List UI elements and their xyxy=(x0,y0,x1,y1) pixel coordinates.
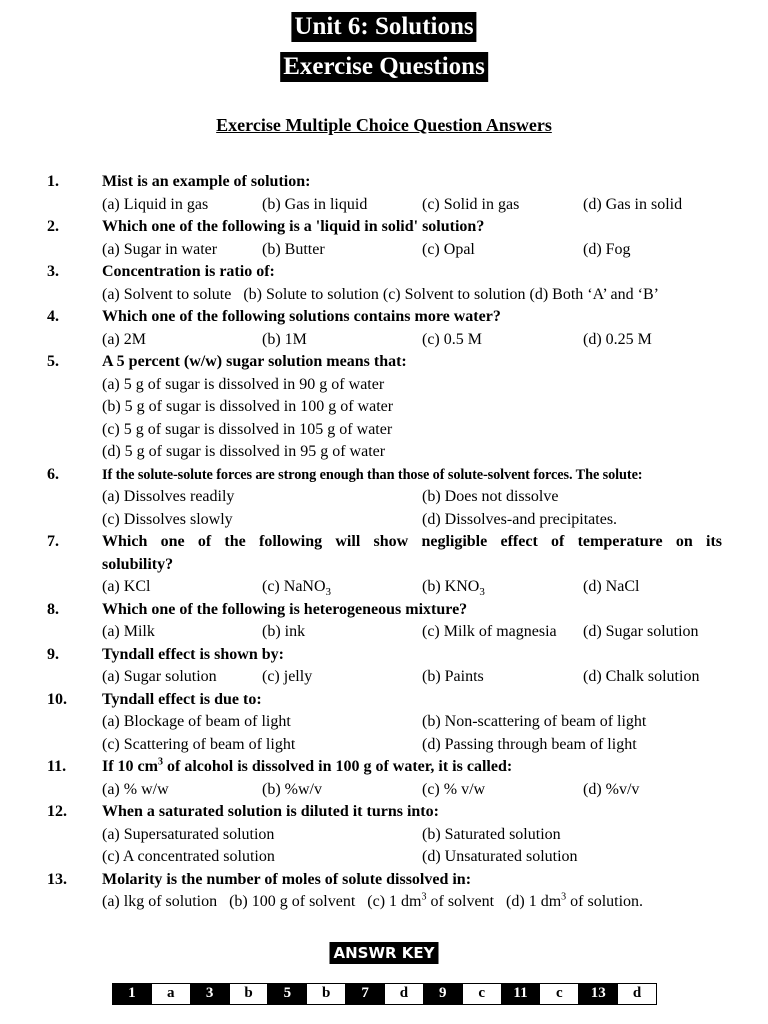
question-row xyxy=(0,351,768,374)
option-b: (b) $KNO_3$ xyxy=(422,578,485,599)
options-line: (a) Solvent to solute (b) Solute to solution (c) Solvent to solution (d) Both ‘A’ and ‘B’ xyxy=(102,285,659,303)
question-number: 4. xyxy=(47,308,59,325)
question-number: 1. xyxy=(47,173,59,190)
answer-key-table xyxy=(112,983,657,1005)
option-c: (c) NaNO$_3$ xyxy=(262,578,332,599)
question-list xyxy=(0,171,768,914)
option-c: (c) % v/w xyxy=(422,780,486,798)
option-d: (d) 5 g of sugar is dissolved in 95 g of water xyxy=(102,443,386,460)
option-a: (a) Sugar solution xyxy=(102,668,217,685)
section-heading: Exercise Multiple Choice Question Answers xyxy=(216,115,552,135)
question-text: Which one of the following is a 'liquid in solid' solution? xyxy=(102,218,485,235)
option-d: (d) Dissolves-and precipitates. xyxy=(422,510,618,528)
options-row xyxy=(0,779,768,802)
question-number: 6. xyxy=(47,465,59,483)
options-row xyxy=(0,486,768,509)
option-a: (a) Supersaturated solution xyxy=(102,825,275,843)
options-row xyxy=(0,666,768,689)
options-row xyxy=(0,576,768,599)
option-row xyxy=(0,396,768,419)
answer-key-question-number: 7 xyxy=(346,984,385,1004)
option-b: (b) Does not dissolve xyxy=(422,488,559,505)
option-c: (c) Scattering of beam of light xyxy=(102,735,296,753)
option-a: (a) 2M xyxy=(102,330,146,348)
option-a: (a) Milk xyxy=(102,623,155,640)
answer-key-answer: d xyxy=(385,984,424,1004)
question-row xyxy=(0,869,768,892)
answer-key-question-number: 11 xyxy=(502,984,541,1004)
question-text: Which one of the following is heterogeneous mixture? xyxy=(102,600,468,618)
question-number: 13. xyxy=(47,870,67,888)
question-row xyxy=(0,689,768,712)
answer-key-question-number: 3 xyxy=(191,984,230,1004)
question-row xyxy=(0,599,768,622)
answer-key-question-number: 1 xyxy=(113,984,152,1004)
option-a: (a) 5 g of sugar is dissolved in 90 g of water xyxy=(102,375,385,393)
option-c: (c) A concentrated solution xyxy=(102,848,275,865)
question-row xyxy=(0,306,768,329)
question-row xyxy=(0,801,768,824)
options-row xyxy=(0,711,768,734)
answer-key-answer: c xyxy=(540,984,579,1004)
question-number: 12. xyxy=(47,803,67,820)
answer-key-answer: b xyxy=(230,984,269,1004)
answer-key-title: ANSWR KEY xyxy=(329,942,438,964)
option-d: (d) NaCl xyxy=(583,578,640,595)
option-d: (d) Chalk solution xyxy=(583,668,700,685)
options-row xyxy=(0,846,768,869)
question-text: Tyndall effect is due to: xyxy=(102,690,262,708)
question-text: Mist is an example of solution: xyxy=(102,173,311,190)
options-row xyxy=(0,891,768,914)
option-d: (d) 0.25 M xyxy=(583,330,652,348)
options-line: (a) lkg of solution (b) 100 g of solvent (c) 1 $dm^3$ of solvent (d) 1 $dm^3$ of solution. xyxy=(102,891,644,910)
option-d: (d) Unsaturated solution xyxy=(422,848,578,865)
option-c: (c) Opal xyxy=(422,240,475,258)
option-d: (d) Fog xyxy=(583,240,631,258)
question-number: 7. xyxy=(47,533,59,550)
question-row xyxy=(0,171,768,194)
question-text: Concentration is ratio of: xyxy=(102,263,275,280)
question-number: 2. xyxy=(47,218,59,235)
answer-key-answer: b xyxy=(307,984,346,1004)
question-text: Tyndall effect is shown by: xyxy=(102,645,284,663)
option-b: (b) Paints xyxy=(422,668,484,685)
option-d: (d) Sugar solution xyxy=(583,623,699,640)
option-b: (b) Saturated solution xyxy=(422,825,561,843)
option-b: (b) %w/v xyxy=(262,780,322,798)
options-row xyxy=(0,284,768,307)
question-text: A 5 percent (w/w) sugar solution means that: xyxy=(102,353,407,370)
question-text-continued: solubility? xyxy=(102,555,174,573)
option-c: (c) jelly xyxy=(262,668,313,685)
option-d: (d) %v/v xyxy=(583,780,640,798)
options-row xyxy=(0,239,768,262)
option-d: (d) Passing through beam of light xyxy=(422,735,637,753)
option-b: (b) ink xyxy=(262,623,306,640)
option-b: (b) Non-scattering of beam of light xyxy=(422,713,647,730)
options-row xyxy=(0,734,768,757)
question-number: 3. xyxy=(47,263,59,280)
question-row xyxy=(0,756,768,779)
question-text: Molarity is the number of moles of solute dissolved in: xyxy=(102,870,472,888)
option-b: (b) Gas in liquid xyxy=(262,195,368,213)
option-b: (b) Butter xyxy=(262,240,325,258)
answer-key-answer: a xyxy=(152,984,191,1004)
question-text: When a saturated solution is diluted it turns into: xyxy=(102,803,439,820)
option-c: (c) Solid in gas xyxy=(422,195,520,213)
question-number: 11. xyxy=(47,758,67,775)
option-a: (a) Liquid in gas xyxy=(102,195,209,213)
option-c: (c) 5 g of sugar is dissolved in 105 g of water xyxy=(102,420,393,438)
answer-key-question-number: 5 xyxy=(268,984,307,1004)
answer-key-question-number: 9 xyxy=(424,984,463,1004)
question-row xyxy=(0,531,768,554)
option-c: (c) Milk of magnesia xyxy=(422,623,557,640)
question-row xyxy=(0,261,768,284)
answer-key-answer: d xyxy=(632,985,642,1001)
option-row xyxy=(0,419,768,442)
option-a: (a) % w/w xyxy=(102,780,169,798)
option-a: (a) KCl xyxy=(102,578,151,595)
option-a: (a) Blockage of beam of light xyxy=(102,713,291,730)
question-text: If the solute-solute forces are strong enough than those of solute-solvent forces. The solute: xyxy=(102,466,643,483)
page-title: Unit 6: Solutions xyxy=(291,12,476,42)
options-row xyxy=(0,824,768,847)
answer-key-answer: c xyxy=(463,984,502,1004)
question-number: 8. xyxy=(47,600,59,618)
question-row xyxy=(0,644,768,667)
question-text: Which one of the following will show negligible effect of temperature on its xyxy=(102,533,722,550)
option-b: (b) 5 g of sugar is dissolved in 100 g of water xyxy=(102,398,394,415)
option-row xyxy=(0,374,768,397)
option-d: (d) Gas in solid xyxy=(583,195,683,213)
option-a: (a) Sugar in water xyxy=(102,240,218,258)
question-text: If 10 $cm^3$ of alcohol is dissolved in 100 g of water, it is called: xyxy=(102,756,513,775)
options-row xyxy=(0,329,768,352)
options-row xyxy=(0,509,768,532)
question-text: Which one of the following solutions contains more water? xyxy=(102,308,501,325)
question-row xyxy=(0,464,768,487)
options-row xyxy=(0,194,768,217)
options-row xyxy=(0,621,768,644)
question-row-continued xyxy=(0,554,768,577)
question-row xyxy=(0,216,768,239)
option-row xyxy=(0,441,768,464)
page-subheading: Exercise Questions xyxy=(280,52,488,82)
option-b: (b) 1M xyxy=(262,330,307,348)
option-c: (c) 0.5 M xyxy=(422,330,482,348)
option-c: (c) Dissolves slowly xyxy=(102,510,233,528)
question-number: 10. xyxy=(47,690,67,708)
question-number: 5. xyxy=(47,353,59,370)
answer-key-question-number: 13 xyxy=(579,984,618,1004)
option-a: (a) Dissolves readily xyxy=(102,488,235,505)
question-number: 9. xyxy=(47,645,59,663)
